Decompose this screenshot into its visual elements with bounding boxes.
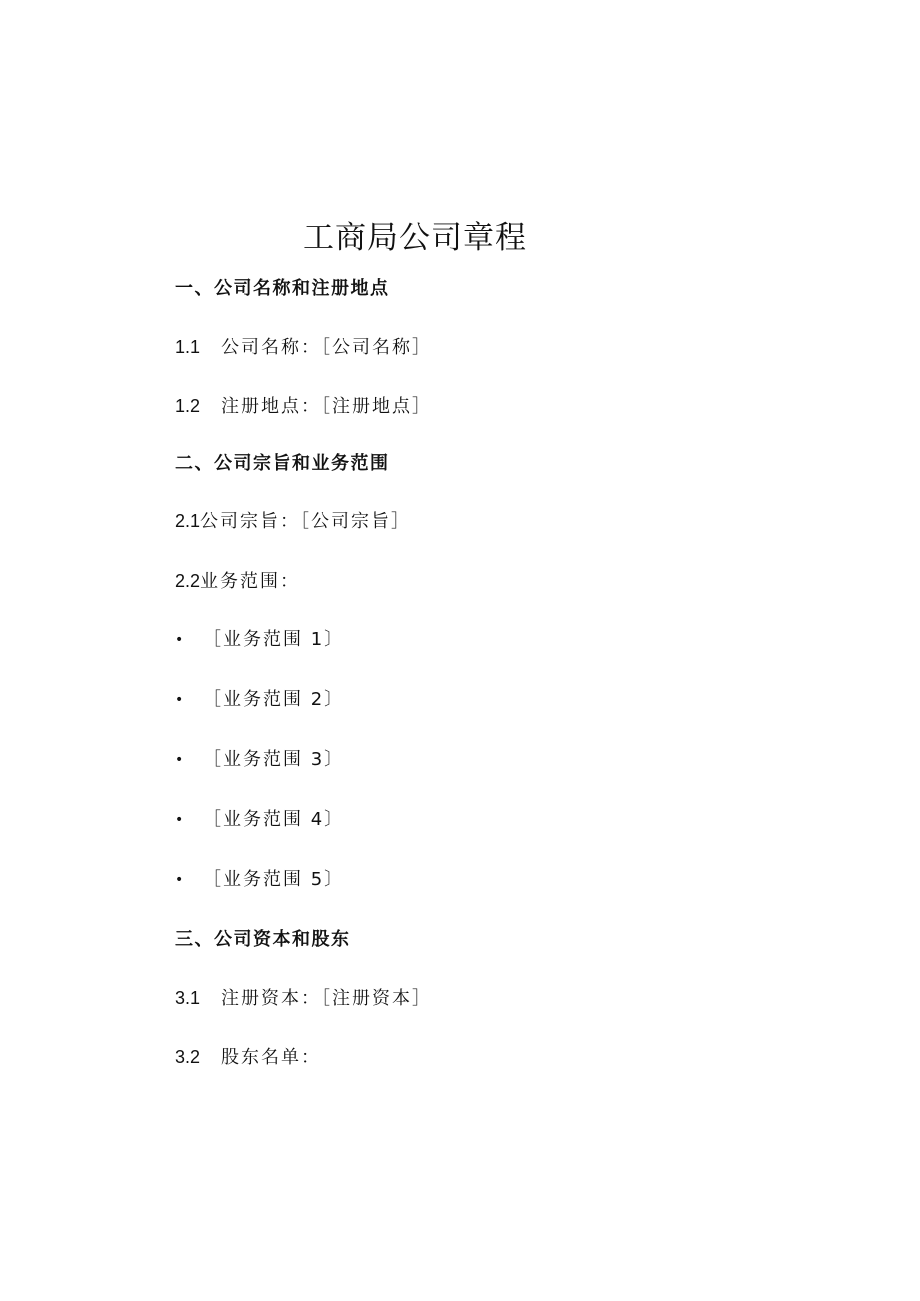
clause-1-2	[175, 393, 432, 420]
bullet-item	[175, 747, 344, 773]
bullet-text: ［业务范围 5〕	[203, 869, 345, 890]
bullet-marker: •	[175, 812, 186, 828]
document-title: 工商局公司章程	[303, 220, 527, 256]
bullet-text: ［业务范围 1〕	[203, 629, 345, 650]
bullet-text: ［业务范围 3〕	[203, 749, 345, 770]
bullet-marker: •	[175, 692, 186, 708]
clause-text: 公司宗旨：［公司宗旨］	[200, 511, 412, 532]
clause-number: 1.1	[175, 337, 201, 357]
clause-3-2	[175, 1044, 321, 1071]
clause-number: 2.2	[175, 571, 201, 591]
clause-3-1	[175, 985, 432, 1012]
bullet-text: ［业务范围 4〕	[203, 809, 345, 830]
clause-1-1	[175, 334, 432, 361]
clause-number: 3.1	[175, 988, 201, 1008]
bullet-item	[175, 627, 344, 653]
clause-text: 公司名称：［公司名称］	[221, 337, 432, 358]
clause-number: 2.1	[175, 511, 201, 531]
section-heading-1: 一、公司名称和注册地点	[175, 278, 390, 299]
bullet-marker: •	[175, 872, 186, 888]
clause-number: 1.2	[175, 396, 201, 416]
clause-2-1	[175, 508, 411, 535]
section-heading-3: 三、公司资本和股东	[175, 929, 351, 950]
clause-text: 股东名单：	[221, 1047, 321, 1068]
clause-text: 注册地点：［注册地点］	[221, 396, 432, 417]
bullet-marker: •	[175, 632, 186, 648]
bullet-marker: •	[175, 752, 186, 768]
bullet-item	[175, 687, 344, 713]
bullet-item	[175, 867, 344, 893]
bullet-item	[175, 807, 344, 833]
clause-2-2	[175, 568, 300, 595]
bullet-text: ［业务范围 2〕	[203, 689, 345, 710]
section-heading-2: 二、公司宗旨和业务范围	[175, 453, 390, 474]
clause-text: 注册资本：［注册资本］	[221, 988, 432, 1009]
clause-number: 3.2	[175, 1047, 201, 1067]
clause-text: 业务范围：	[200, 571, 301, 592]
